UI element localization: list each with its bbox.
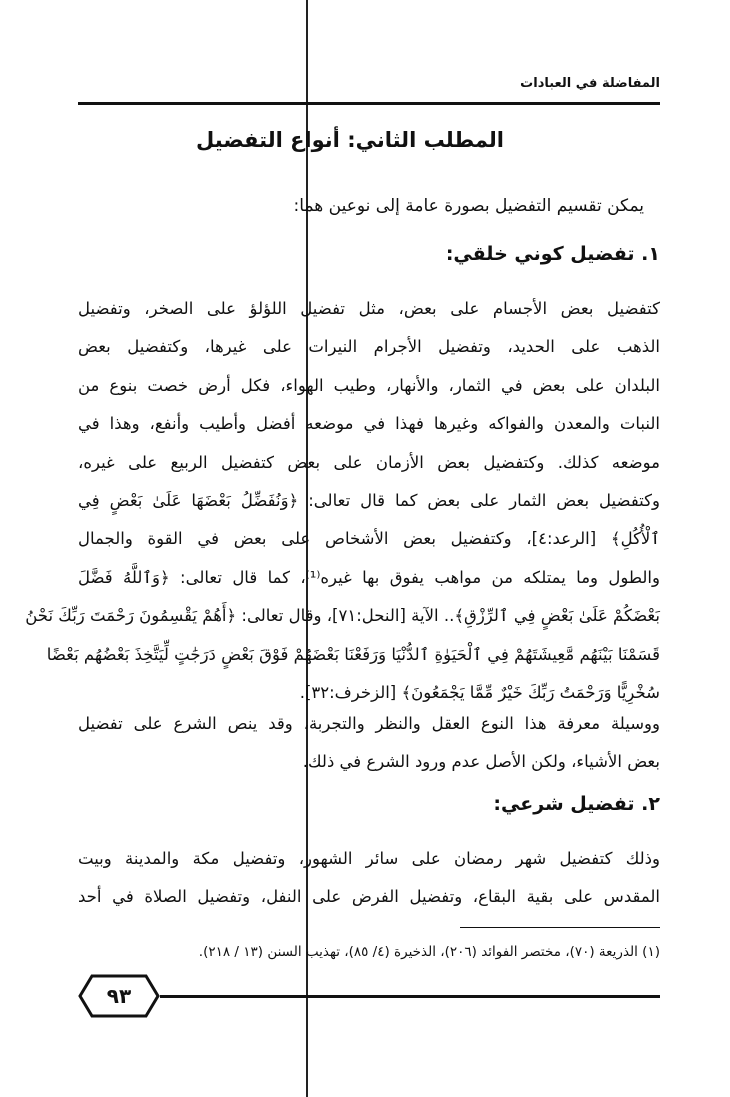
section-title: المطلب الثاني: أنواع التفضيل: [196, 128, 504, 152]
text-line: بَعْضَكُمْ عَلَىٰ بَعْضٍ فِي ٱلرِّزْقِ﴾.. الآية [النحل:٧١]، وقال تعالى: ﴿أَهُمْ يَقْسِمُونَ رَحْمَتَ رَبِّكَ نَحْنُ: [25, 606, 660, 626]
text-line: وكتفضيل بعض الثمار على بعض كما قال تعالى: ﴿وَنُفَضِّلُ بَعْضَهَا عَلَىٰ بَعْضٍ فِي: [78, 491, 660, 511]
text-line: كتفضيل بعض الأجسام على بعض، مثل تفضيل اللؤلؤ على الصخر، وتفضيل: [78, 299, 660, 318]
text-line: والطول وما يمتلكه من مواهب يفوق بها غيره⁽¹⁾، كما قال تعالى: ﴿وَٱللَّهُ فَضَّلَ: [78, 567, 660, 587]
text-line: موضعه كذلك. وكتفضيل بعض الأزمان على بعض كتفضيل الربيع على غيره،: [78, 452, 660, 472]
paragraph-cosmic-preference: [25, 290, 661, 712]
text-line: البلدان على بعض في الثمار، والأنهار، وطيب الهواء، فكل أرض خصت بنوع من: [78, 375, 660, 395]
text-line: ٱلْأُكُلِ﴾ [الرعد:٤]، وكتفضيل بعض الأشخاص على بعض في القوة والجمال: [78, 529, 661, 549]
paragraph-legal-preference: [78, 840, 660, 916]
header-rule: [78, 102, 660, 105]
text-line: سُخْرِيًّا وَرَحْمَتُ رَبِّكَ خَيْرٌ مِّمَّا يَجْمَعُونَ﴾ [الزخرف:٣٢].: [299, 683, 660, 703]
footnote-rule: [460, 927, 660, 928]
text-line: قَسَمْنَا بَيْنَهُم مَّعِيشَتَهُمْ فِي ٱلْحَيَوٰةِ ٱلدُّنْيَا وَرَفَعْنَا بَعْضَهُمْ فَوْقَ بَعْضٍ دَرَجَٰتٍ لِّيَتَّخِذَ بَعْضُهُم بَعْضًا: [46, 644, 660, 664]
text-line: ووسيلة معرفة هذا النوع العقل والنظر والتجربة، وقد ينص الشرع على تفضيل: [78, 714, 660, 733]
footer-rule: [160, 995, 660, 998]
text-line: وذلك كتفضيل شهر رمضان على سائر الشهور، وتفضيل مكة والمدينة وبيت: [78, 849, 660, 868]
text-line: النبات والمعدن والفواكه وغيرها فهذا في موضعه أفضل وأطيب وأنفع، وهذا في: [78, 414, 660, 434]
paragraph-method-of-knowing: [78, 705, 660, 781]
running-head: المفاضلة في العبادات: [520, 76, 660, 91]
subheading-cosmic-preference: ١. تفضيل كوني خلقي:: [445, 243, 660, 265]
text-line: الذهب على الحديد، وتفضيل الأجرام النيرات على غيرها، وكتفضيل بعض: [78, 337, 660, 357]
page-number: ٩٣: [106, 984, 132, 1008]
subheading-legal-preference: ٢. تفضيل شرعي:: [493, 793, 660, 815]
text-line: المقدس على بقية البقاع، وتفضيل الفرض على النفل، وتفضيل الصلاة في أحد: [78, 887, 660, 906]
footnote: (١) الذريعة (٧٠)، مختصر الفوائد (٢٠٦)، الذخيرة (٤/ ٨٥)، تهذيب السنن (١٣ / ٢١٨).: [198, 944, 660, 960]
page-number-badge: [78, 973, 160, 1019]
text-line: بعض الأشياء، ولكن الأصل عدم ورود الشرع في ذلك.: [302, 752, 660, 771]
intro-paragraph: يمكن تقسيم التفضيل بصورة عامة إلى نوعين هما:: [293, 196, 644, 216]
